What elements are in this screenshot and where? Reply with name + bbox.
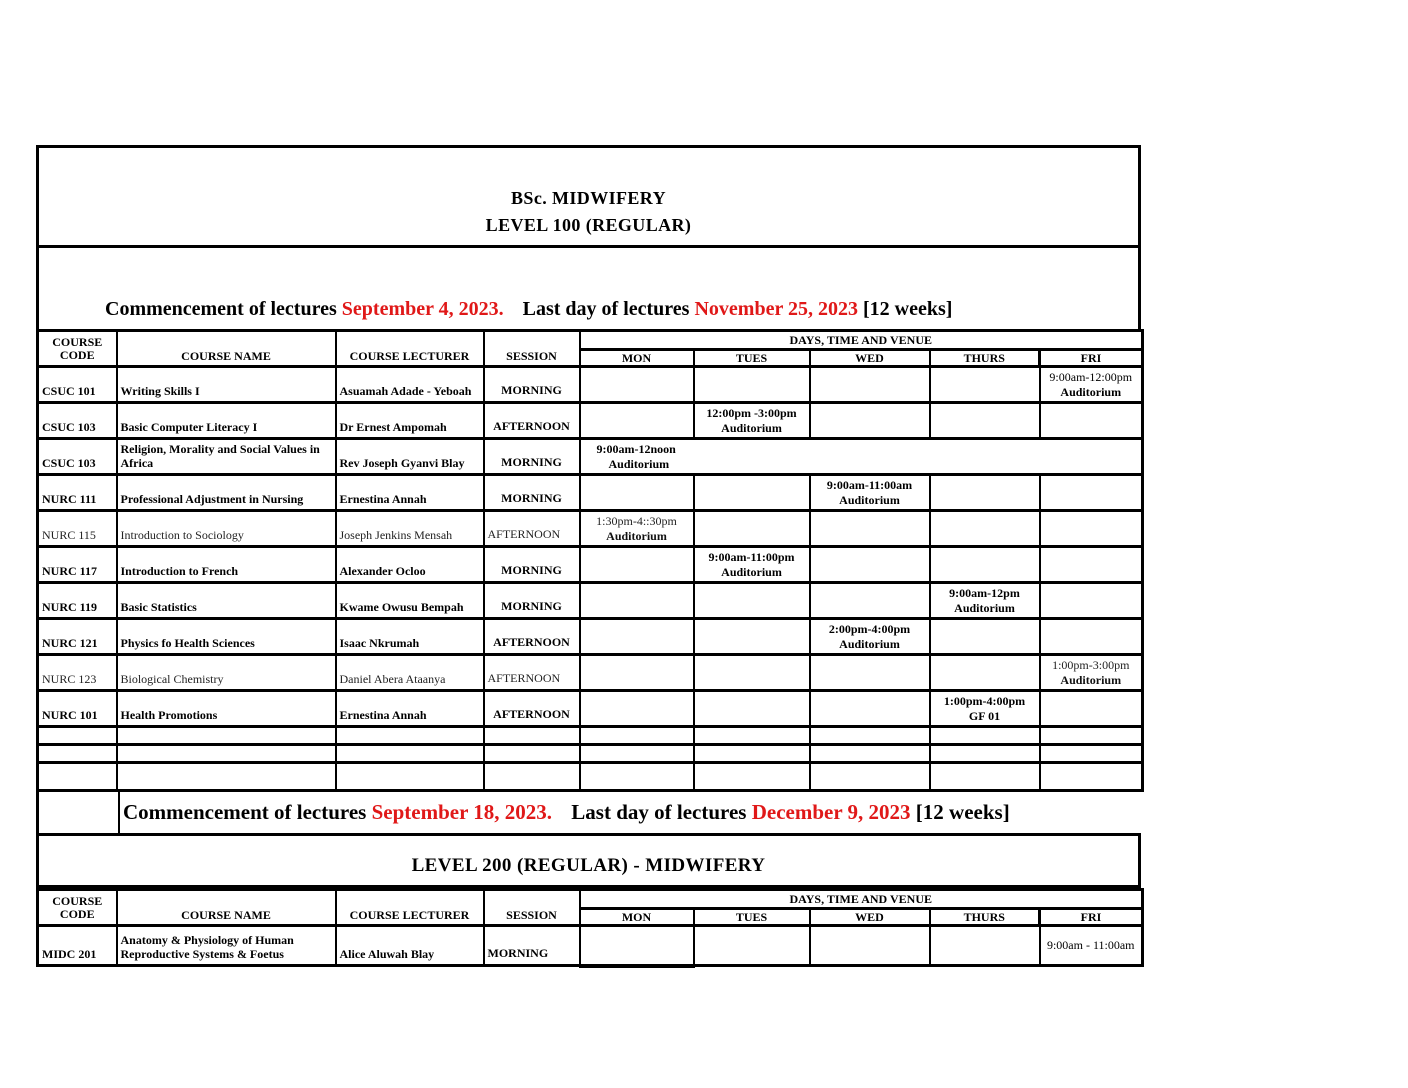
table-row xyxy=(38,583,1143,619)
table-row xyxy=(38,403,1143,439)
time-text: 9:00am-12pm xyxy=(949,585,1020,600)
table-row xyxy=(38,926,1143,966)
commencement-start-date: September 18, 2023. xyxy=(371,800,553,824)
level200-commencement-strip xyxy=(36,792,1141,833)
day-cell-tues xyxy=(694,475,810,511)
day-cell-wed xyxy=(810,655,930,691)
time-text: 1:00pm-3:00pm xyxy=(1052,657,1130,672)
level100-commencement-strip xyxy=(36,248,1141,329)
header-session: SESSION xyxy=(484,331,580,367)
course-lecturer: Ernestina Annah xyxy=(336,691,484,727)
venue-text: Auditorium xyxy=(1060,672,1122,687)
venue-text: Auditorium xyxy=(839,492,900,507)
day-cell-tues xyxy=(694,619,810,655)
day-cell-tues xyxy=(694,655,810,691)
header-course-code-line1: COURSE xyxy=(52,893,103,908)
course-lecturer: Dr Ernest Ampomah xyxy=(336,403,484,439)
time-text: 12:00pm -3:00pm xyxy=(706,405,797,420)
header-day-wed: WED xyxy=(810,909,930,926)
header-course-code-line1: COURSE xyxy=(52,334,103,349)
day-cell-thurs xyxy=(930,619,1040,655)
course-code: NURC 115 xyxy=(38,511,117,547)
day-cell-thurs xyxy=(930,655,1040,691)
course-lecturer: Kwame Owusu Bempah xyxy=(336,583,484,619)
day-cell-wed xyxy=(810,926,930,966)
day-cell-fri xyxy=(1040,691,1143,727)
empty-row xyxy=(38,745,1143,763)
venue-text: Auditorium xyxy=(1060,384,1122,399)
header-course-name: COURSE NAME xyxy=(117,331,336,367)
venue-text: Auditorium xyxy=(954,600,1015,615)
course-code: MIDC 201 xyxy=(38,926,117,966)
header-session: SESSION xyxy=(484,890,580,926)
session-cell: MORNING xyxy=(484,439,580,475)
commencement-end-date: November 25, 2023 xyxy=(694,298,858,320)
course-name: Anatomy & Physiology of Human Reproductive Systems & Foetus xyxy=(117,926,336,966)
header-day-mon: MON xyxy=(580,909,694,926)
day-cell-fri xyxy=(1040,619,1143,655)
table-row xyxy=(38,439,1143,475)
course-name: Basic Computer Literacy I xyxy=(117,403,336,439)
day-cell-fri xyxy=(1040,583,1143,619)
header-day-thurs: THURS xyxy=(930,350,1040,367)
session-cell: MORNING xyxy=(484,367,580,403)
commencement-duration: [12 weeks] xyxy=(915,800,1010,824)
header-day-tues: TUES xyxy=(694,909,810,926)
time-text: 1:30pm-4::30pm xyxy=(596,513,677,528)
session-cell: AFTERNOON xyxy=(484,691,580,727)
day-cell-fri xyxy=(1040,655,1143,691)
level200-table xyxy=(36,888,1144,968)
day-cell-thurs xyxy=(930,403,1040,439)
day-cell-tues xyxy=(694,403,810,439)
course-code: NURC 101 xyxy=(38,691,117,727)
session-cell: AFTERNOON xyxy=(484,403,580,439)
course-name: Basic Statistics xyxy=(117,583,336,619)
level200-title-block xyxy=(36,833,1141,888)
day-cell-thurs xyxy=(930,367,1040,403)
course-name: Introduction to French xyxy=(117,547,336,583)
table-row xyxy=(38,367,1143,403)
level200-title: LEVEL 200 (REGULAR) - MIDWIFERY xyxy=(411,855,766,876)
day-cell-fri xyxy=(1040,403,1143,439)
level100-title: LEVEL 100 (REGULAR) xyxy=(485,215,692,235)
program-title: BSc. MIDWIFERY xyxy=(511,188,666,208)
time-text: 9:00am-11:00am xyxy=(826,477,913,492)
header-course-name: COURSE NAME xyxy=(117,890,336,926)
day-cell-thurs xyxy=(930,511,1040,547)
day-cell-mon xyxy=(580,475,694,511)
day-cell-thurs xyxy=(930,547,1040,583)
day-cell-thurs xyxy=(930,691,1040,727)
session-cell: AFTERNOON xyxy=(484,655,580,691)
day-cell-mon xyxy=(580,547,694,583)
header-course-lecturer: COURSE LECTURER xyxy=(336,331,484,367)
day-cell-mon xyxy=(580,367,694,403)
header-day-mon: MON xyxy=(580,350,694,367)
day-cell-tues xyxy=(694,583,810,619)
course-lecturer: Alexander Ocloo xyxy=(336,547,484,583)
day-cell-thurs xyxy=(930,926,1040,966)
course-code: NURC 121 xyxy=(38,619,117,655)
course-lecturer: Asuamah Adade - Yeboah xyxy=(336,367,484,403)
level100-commencement-text xyxy=(105,298,952,321)
course-code: CSUC 103 xyxy=(38,439,117,475)
course-code: NURC 119 xyxy=(38,583,117,619)
day-cell-wed xyxy=(810,691,930,727)
session-cell: MORNING xyxy=(484,475,580,511)
commencement-middle: Last day of lectures xyxy=(522,298,690,320)
day-cell-fri xyxy=(1040,926,1143,966)
day-cell-wed xyxy=(810,367,930,403)
day-cell-mon xyxy=(580,511,694,547)
course-name: Religion, Morality and Social Values in Africa xyxy=(117,439,336,475)
level200-commencement-text xyxy=(39,800,1010,825)
course-name: Physics fo Health Sciences xyxy=(117,619,336,655)
course-name: Health Promotions xyxy=(117,691,336,727)
day-cell-mon xyxy=(580,403,694,439)
day-cell-fri xyxy=(1040,547,1143,583)
day-cell-wed xyxy=(810,511,930,547)
time-text: 9:00am-11:00pm xyxy=(708,549,795,564)
course-code: NURC 117 xyxy=(38,547,117,583)
course-code: CSUC 103 xyxy=(38,403,117,439)
header-course-code xyxy=(38,331,117,367)
venue-text: Auditorium xyxy=(608,456,670,471)
header-day-fri: FRI xyxy=(1040,909,1143,926)
time-text: 9:00am-12noon xyxy=(596,441,676,456)
day-cell-fri xyxy=(1040,511,1143,547)
table-row xyxy=(38,475,1143,511)
header-day-fri: FRI xyxy=(1040,350,1143,367)
header-course-code-line2: CODE xyxy=(59,906,95,921)
venue-text: Auditorium xyxy=(721,564,782,579)
day-cell-wed xyxy=(810,583,930,619)
day-cell-wed xyxy=(810,475,930,511)
commencement-prefix: Commencement of lectures xyxy=(105,298,337,320)
course-lecturer: Ernestina Annah xyxy=(336,475,484,511)
day-cell-tues xyxy=(694,547,810,583)
time-text: 1:00pm-4:00pm xyxy=(943,693,1026,708)
course-name: Biological Chemistry xyxy=(117,655,336,691)
venue-text: Auditorium xyxy=(606,528,667,543)
document-body xyxy=(36,145,1141,968)
header-days-group: DAYS, TIME AND VENUE xyxy=(580,890,1143,909)
header-day-tues: TUES xyxy=(694,350,810,367)
time-text: 2:00pm-4:00pm xyxy=(828,621,911,636)
commencement-middle: Last day of lectures xyxy=(571,800,747,824)
course-lecturer: Daniel Abera Ataanya xyxy=(336,655,484,691)
day-cell-mon xyxy=(580,655,694,691)
venue-text: GF 01 xyxy=(968,708,1001,723)
course-code: NURC 111 xyxy=(38,475,117,511)
day-cell-wed xyxy=(810,619,930,655)
commencement-start-date: September 4, 2023. xyxy=(341,298,504,320)
day-cell-mon xyxy=(580,583,694,619)
table-row xyxy=(38,691,1143,727)
table-row xyxy=(38,547,1143,583)
day-cell-merged xyxy=(580,439,1143,475)
session-cell: MORNING xyxy=(484,926,580,966)
time-text: 9:00am - 11:00am xyxy=(1046,938,1135,952)
day-cell-tues xyxy=(694,511,810,547)
day-cell-thurs xyxy=(930,475,1040,511)
day-cell-mon xyxy=(580,619,694,655)
day-cell-tues xyxy=(694,926,810,966)
commencement-prefix: Commencement of lectures xyxy=(123,800,367,824)
venue-text: Auditorium xyxy=(839,636,900,651)
day-cell-fri xyxy=(1040,367,1143,403)
table-row xyxy=(38,511,1143,547)
header-day-thurs: THURS xyxy=(930,909,1040,926)
code-column-divider xyxy=(118,792,120,833)
day-cell-mon xyxy=(580,926,694,966)
level100-table xyxy=(36,329,1144,792)
day-cell-tues xyxy=(694,367,810,403)
course-code: CSUC 101 xyxy=(38,367,117,403)
header-course-code-line2: CODE xyxy=(59,347,95,362)
course-code: NURC 123 xyxy=(38,655,117,691)
session-cell: MORNING xyxy=(484,547,580,583)
day-cell-mon xyxy=(580,691,694,727)
course-lecturer: Rev Joseph Gyanvi Blay xyxy=(336,439,484,475)
header-days-group: DAYS, TIME AND VENUE xyxy=(580,331,1143,350)
empty-row xyxy=(38,727,1143,745)
course-name: Writing Skills I xyxy=(117,367,336,403)
session-cell: MORNING xyxy=(484,583,580,619)
day-cell-fri xyxy=(1040,475,1143,511)
day-cell-tues xyxy=(694,691,810,727)
header-course-code xyxy=(38,890,117,926)
course-lecturer: Alice Aluwah Blay xyxy=(336,926,484,966)
empty-row xyxy=(38,763,1143,791)
commencement-end-date: December 9, 2023 xyxy=(751,800,911,824)
course-lecturer: Isaac Nkrumah xyxy=(336,619,484,655)
day-cell-wed xyxy=(810,403,930,439)
course-lecturer: Joseph Jenkins Mensah xyxy=(336,511,484,547)
day-cell-wed xyxy=(810,547,930,583)
table-row xyxy=(38,655,1143,691)
course-name: Introduction to Sociology xyxy=(117,511,336,547)
venue-text: Auditorium xyxy=(721,420,782,435)
course-name: Professional Adjustment in Nursing xyxy=(117,475,336,511)
session-cell: AFTERNOON xyxy=(484,511,580,547)
header-day-wed: WED xyxy=(810,350,930,367)
time-text: 9:00am-12:00pm xyxy=(1049,369,1133,384)
day-cell-thurs xyxy=(930,583,1040,619)
level100-title-block xyxy=(36,145,1141,248)
header-course-lecturer: COURSE LECTURER xyxy=(336,890,484,926)
session-cell: AFTERNOON xyxy=(484,619,580,655)
table-row xyxy=(38,619,1143,655)
commencement-duration: [12 weeks] xyxy=(862,298,953,320)
